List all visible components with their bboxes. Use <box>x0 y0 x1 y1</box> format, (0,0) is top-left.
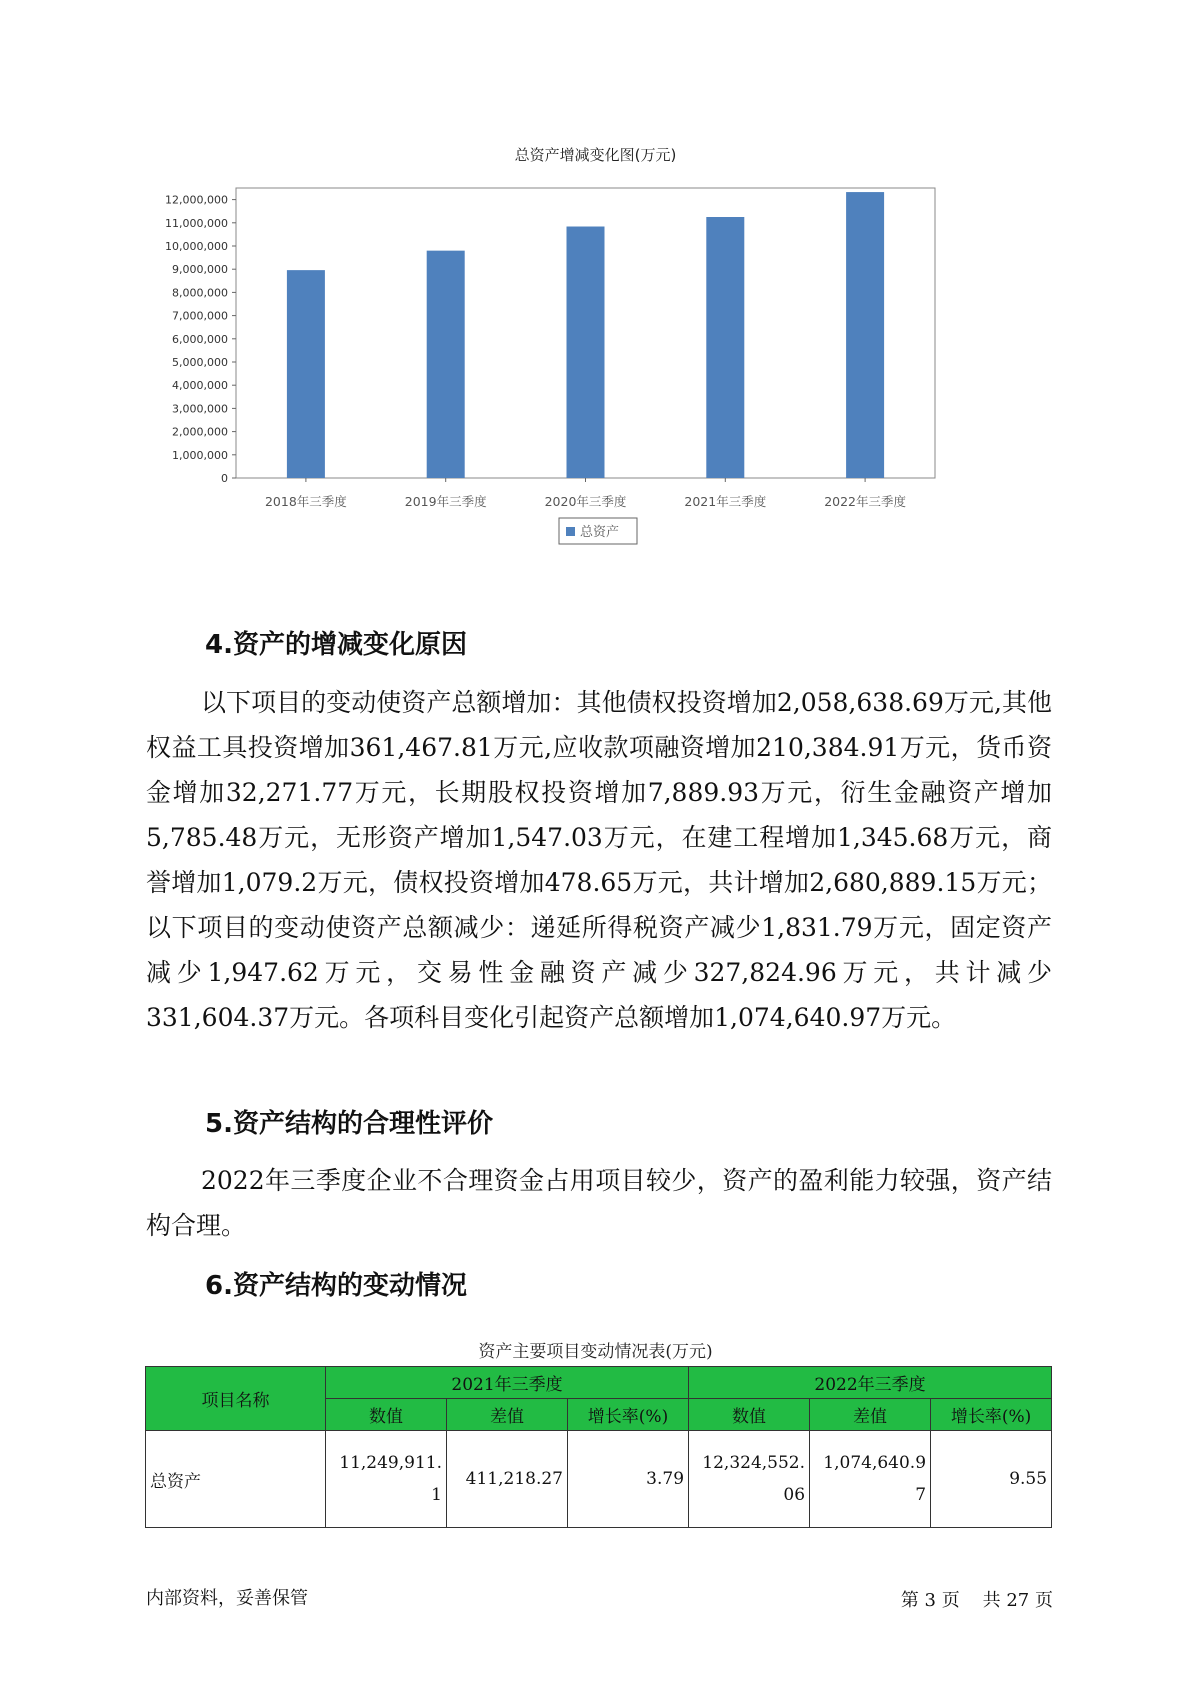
total-unit: 页 <box>1035 1590 1053 1611</box>
value-2022: 12,324,552.06 <box>689 1431 810 1528</box>
col-value-2022: 数值 <box>689 1399 810 1431</box>
diff-2021: 411,218.27 <box>447 1431 568 1528</box>
rate-2021: 3.79 <box>568 1431 689 1528</box>
bar <box>567 227 605 478</box>
bar <box>706 217 744 478</box>
y-tick-label: 10,000,000 <box>165 240 228 253</box>
y-tick-label: 11,000,000 <box>165 216 228 230</box>
x-tick-label: 2019年三季度 <box>404 494 487 509</box>
total-prefix: 共 <box>982 1590 1001 1611</box>
section-5-paragraph: 2022年三季度企业不合理资金占用项目较少，资产的盈利能力较强，资产结构合理。 <box>146 1166 1052 1240</box>
rate-2022: 9.55 <box>931 1431 1052 1528</box>
asset-change-table <box>145 1366 1052 1528</box>
col-rate-2021: 增长率(%) <box>568 1399 689 1431</box>
section-5-heading: 5.资产结构的合理性评价 <box>205 1109 493 1139</box>
section-4-paragraph: 以下项目的变动使资产总额增加：其他债权投资增加2,058,638.69万元,其他权益工具投资增加361,467.81万元,应收款项融资增加210,384.91万元，货币资金增加32,271.77万元，长期股权投资增加7,889.93万元，衍生金融资产增加5,785.48万元，无形资产增加1,547.03万元，在建工程增加1,345.68万元，商誉增加1,079.2万元，债权投资增加478.65万元，共计增加2,680,889.15万元；以下项目的变动使资产总额减少：递延所得税资产减少1,831.79万元，固定资产减少1,947.62万元，交易性金融资产减少327,824.96万元，共计减少331,604.37万元。各项科目变化引起资产总额增加1,074,640.97万元。 <box>146 688 1052 1032</box>
page-unit: 页 <box>941 1590 960 1611</box>
section-4-heading: 4.资产的增减变化原因 <box>205 630 467 660</box>
row-item-name: 总资产 <box>146 1431 326 1528</box>
section-6-heading: 6.资产结构的变动情况 <box>205 1271 467 1301</box>
x-tick-label: 2018年三季度 <box>264 494 347 509</box>
page-total: 27 <box>1006 1590 1030 1611</box>
footer-confidential-note: 内部资料，妥善保管 <box>146 1588 308 1609</box>
value-2021: 11,249,911.1 <box>326 1431 447 1528</box>
y-tick-label: 1,000,000 <box>172 448 228 462</box>
bar <box>846 192 884 478</box>
y-tick-label: 12,000,000 <box>165 193 228 207</box>
table-title: 资产主要项目变动情况表(万元) <box>478 1342 713 1362</box>
x-tick-label: 2022年三季度 <box>824 494 907 509</box>
y-tick-label: 0 <box>221 472 228 485</box>
chart-title: 总资产增减变化图(万元) <box>514 146 677 164</box>
col-diff-2022: 差值 <box>810 1399 931 1431</box>
y-tick-label: 4,000,000 <box>172 379 228 393</box>
legend-label: 总资产 <box>580 525 620 540</box>
page-current: 3 <box>924 1590 936 1611</box>
col-period-2022: 2022年三季度 <box>689 1367 1052 1399</box>
y-tick-label: 2,000,000 <box>172 425 228 439</box>
bar <box>427 251 465 478</box>
y-tick-label: 8,000,000 <box>172 286 228 300</box>
diff-2022: 1,074,640.97 <box>810 1431 931 1528</box>
total-assets-bar-chart <box>140 180 960 550</box>
col-rate-2022: 增长率(%) <box>931 1399 1052 1431</box>
y-tick-label: 6,000,000 <box>172 332 228 346</box>
col-diff-2021: 差值 <box>447 1399 568 1431</box>
col-item-name: 项目名称 <box>146 1367 326 1431</box>
x-tick-label: 2021年三季度 <box>684 494 767 509</box>
col-period-2021: 2021年三季度 <box>326 1367 689 1399</box>
y-tick-label: 3,000,000 <box>172 402 228 416</box>
x-tick-label: 2020年三季度 <box>544 494 627 509</box>
col-value-2021: 数值 <box>326 1399 447 1431</box>
y-tick-label: 5,000,000 <box>172 356 228 369</box>
table-row <box>146 1431 1052 1528</box>
footer-page-number <box>885 1586 1053 1612</box>
bar <box>287 270 325 478</box>
legend-swatch <box>566 527 575 536</box>
y-tick-label: 7,000,000 <box>172 309 228 323</box>
page-prefix: 第 <box>900 1590 919 1611</box>
y-tick-label: 9,000,000 <box>172 263 228 277</box>
